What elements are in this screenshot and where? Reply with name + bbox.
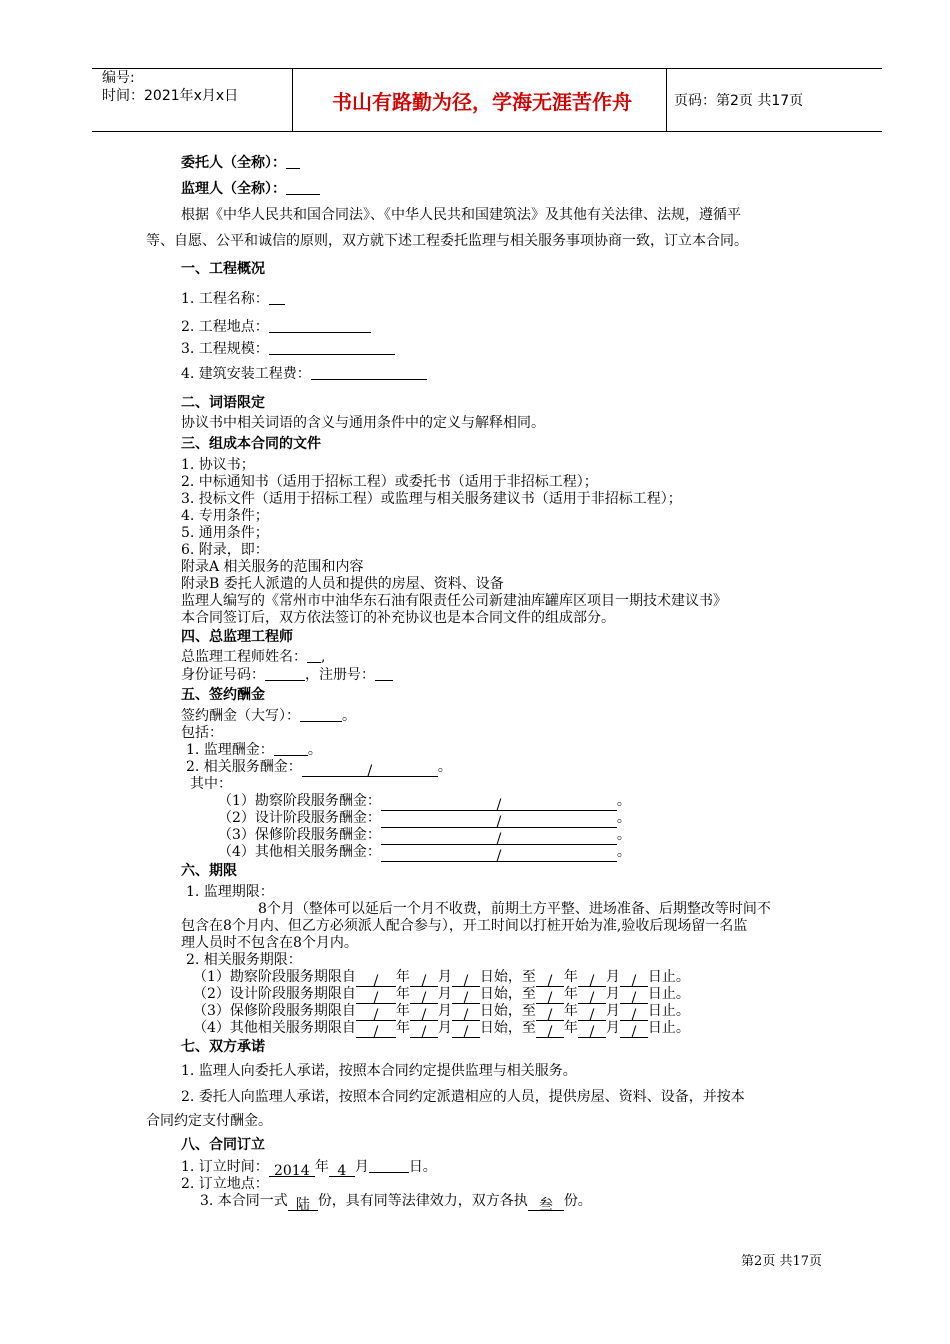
list-item: 1. 协议书；	[181, 457, 255, 473]
list-item: 本合同签订后，双方依法签订的补充协议也是本合同文件的组成部分。	[181, 610, 615, 626]
divider	[666, 69, 667, 131]
list-item: 2. 中标通知书（适用于招标工程）或委托书（适用于非招标工程）；	[181, 474, 598, 490]
project-scale: 3. 工程规模：	[181, 340, 395, 358]
paragraph: 包含在8个月内、但乙方必须派人配合参与），开工时间以打桩开始为准,验收后现场留一名监	[181, 918, 748, 934]
fee-item: （4）其他相关服务酬金： / 。	[218, 844, 631, 864]
page-footer: 第2页 共17页	[741, 1254, 822, 1269]
supervision-fee: 1. 监理酬金： 。	[186, 742, 322, 758]
page-label: 页码：第2页 共17页	[674, 93, 804, 109]
list-item: 5. 通用条件；	[181, 525, 269, 541]
intro-line: 根据《中华人民共和国合同法》、《中华人民共和国建筑法》及其他有关法律、法规，遵循平	[181, 207, 741, 223]
paragraph: 协议书中相关词语的含义与通用条件中的定义与解释相同。	[181, 415, 545, 431]
id-number: 身份证号码： ，注册号：	[181, 666, 393, 684]
paragraph: 2. 委托人向监理人承诺，按照本合同约定派遣相应的人员，提供房屋、资料、设备，并按本	[181, 1089, 745, 1105]
service-fee: 2. 相关服务酬金： / 。	[186, 759, 452, 779]
supervisor-line: 监理人（全称）：	[181, 180, 320, 198]
list-item: 4. 专用条件；	[181, 508, 269, 524]
period-item: （3）保修阶段服务期限自 / 年 / 月 / 日始，至 / 年 / 月 / 日止。	[193, 1003, 690, 1023]
paragraph: 8个月（整体可以延后一个月不收费，前期土方平整、进场准备、后期整改等时间不	[258, 901, 771, 917]
client-line: 委托人（全称）：	[181, 154, 300, 172]
section-heading: 七、双方承诺	[181, 1039, 265, 1055]
header-left	[102, 69, 238, 105]
section-heading: 三、组成本合同的文件	[181, 436, 321, 452]
number-label: 编号:	[102, 70, 135, 86]
fee-item: （2）设计阶段服务酬金： / 。	[218, 810, 631, 830]
section-heading: 一、工程概况	[181, 261, 265, 277]
fee-item: （3）保修阶段服务酬金： / 。	[218, 827, 631, 847]
chief-name: 总监理工程师姓名： ,	[181, 649, 326, 665]
copies: 3. 本合同一式 陆 份，具有同等法律效力，双方各执 叁 份。	[200, 1193, 592, 1213]
time-label: 时间：2021年x月x日	[102, 88, 239, 104]
period-item: （2）设计阶段服务期限自 / 年 / 月 / 日始，至 / 年 / 月 / 日止。	[193, 986, 690, 1006]
section-heading: 八、合同订立	[181, 1137, 265, 1153]
paragraph: 2. 相关服务期限：	[186, 952, 302, 968]
paragraph: 1. 监理期限：	[186, 884, 274, 900]
intro-line: 等、自愿、公平和诚信的原则，双方就下述工程委托监理与相关服务事项协商一致，订立本合同。	[146, 233, 748, 249]
sign-place: 2. 订立地点：	[181, 1176, 269, 1192]
list-item: 监理人编写的《常州市中油华东石油有限责任公司新建油库罐库区项目一期技术建议书》	[181, 593, 727, 609]
page-header	[92, 68, 882, 132]
paragraph: 合同约定支付酬金。	[146, 1113, 272, 1129]
fee-capital: 签约酬金（大写）： 。	[181, 708, 356, 724]
section-heading: 五、签约酬金	[181, 687, 265, 703]
construction-cost: 4. 建筑安装工程费：	[181, 365, 427, 383]
list-item: 附录B 委托人派遣的人员和提供的房屋、资料、设备	[181, 576, 504, 592]
sign-date: 1. 订立时间： 2014 年 4 月 日。	[181, 1159, 437, 1179]
paragraph: 包括：	[181, 725, 223, 741]
list-item: 3. 投标文件（适用于招标工程）或监理与相关服务建议书（适用于非招标工程）；	[181, 491, 682, 507]
list-item: 6. 附录，即：	[181, 542, 269, 558]
section-heading: 四、总监理工程师	[181, 629, 293, 645]
section-heading: 二、词语限定	[181, 395, 265, 411]
motto: 书山有路勤为径，学海无涯苦作舟	[332, 89, 632, 114]
paragraph: 1. 监理人向委托人承诺，按照本合同约定提供监理与相关服务。	[181, 1063, 577, 1079]
section-heading: 六、期限	[181, 863, 237, 879]
list-item: 附录A 相关服务的范围和内容	[181, 559, 364, 575]
paragraph: 其中：	[190, 776, 232, 792]
divider	[292, 69, 293, 131]
period-item: （1）勘察阶段服务期限自 / 年 / 月 / 日始，至 / 年 / 月 / 日止。	[193, 969, 690, 989]
project-location: 2. 工程地点：	[181, 318, 371, 336]
paragraph: 理人员时不包含在8个月内。	[181, 935, 358, 951]
fee-item: （1）勘察阶段服务酬金： / 。	[218, 793, 631, 813]
project-name: 1. 工程名称：	[181, 290, 285, 308]
period-item: （4）其他相关服务期限自 / 年 / 月 / 日始，至 / 年 / 月 / 日止。	[193, 1020, 690, 1040]
